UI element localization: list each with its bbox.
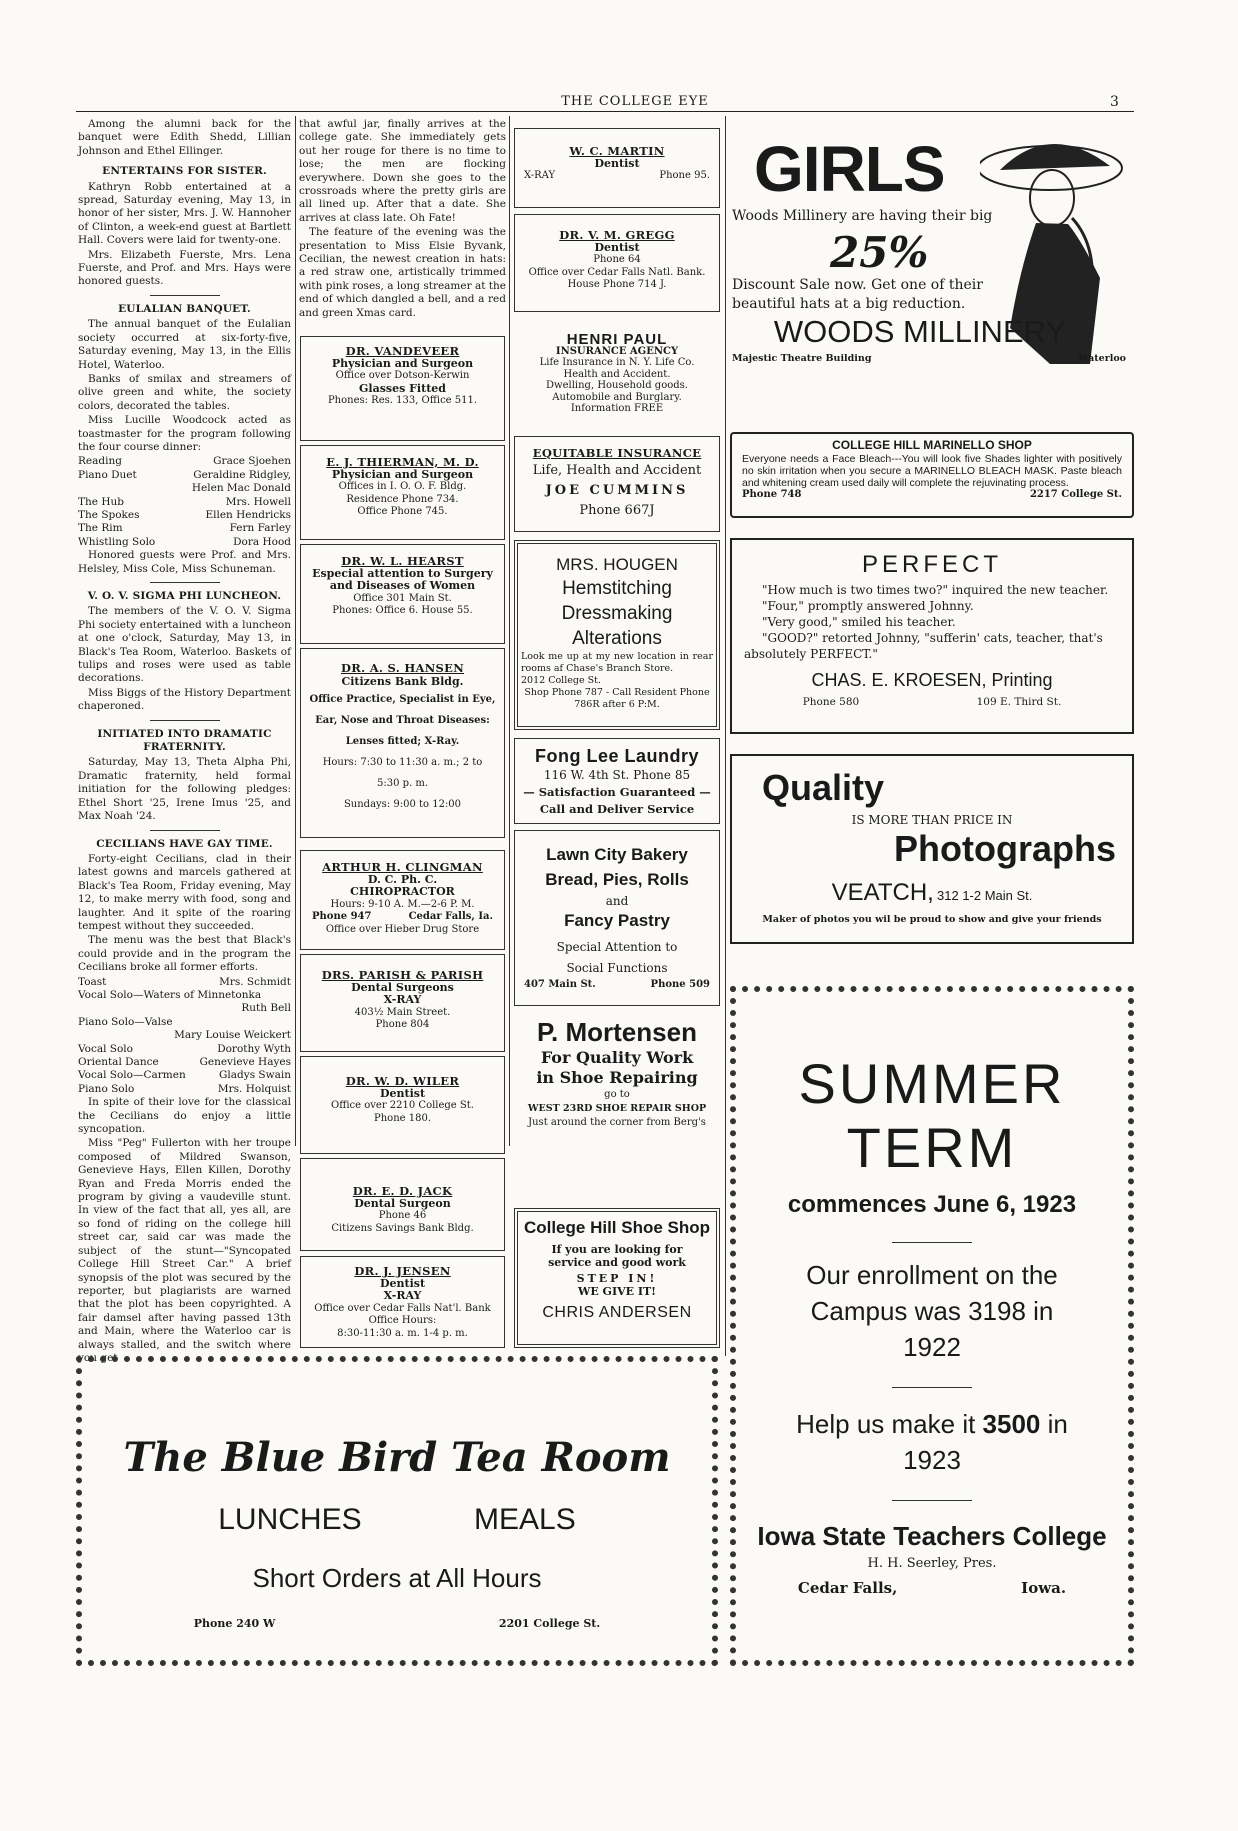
ad-henri-paul [514, 330, 720, 430]
headline-vov: V. O. V. SIGMA PHI LUNCHEON. [87, 590, 282, 602]
divider [150, 295, 220, 296]
perfect-title: PERFECT [861, 551, 1002, 578]
program-row: Mary Louise Weickert [174, 1029, 291, 1042]
ad-title: Dentist [594, 240, 640, 254]
ad-line: Hemstitching [562, 578, 672, 599]
ad-line: For Quality Work [540, 1048, 694, 1067]
ad-title: Dentist [379, 1276, 426, 1290]
ad-name: W. C. MARTIN [569, 144, 665, 158]
ad-line: Phones: Res. 133, Office 511. [327, 395, 478, 406]
eulalian-program [78, 455, 291, 549]
ad-name: DR. W. D. WILER [345, 1074, 460, 1088]
ad-line: Office 301 Main St. [353, 592, 452, 604]
marinello-footer: Phone 748 2217 College St. [742, 489, 1122, 500]
ad-line: X-RAY [383, 1289, 422, 1302]
column-divider [725, 116, 726, 1356]
ad-line: JOE CUMMINS [545, 483, 689, 498]
ad-line: Information FREE [570, 403, 664, 414]
program-row: Vocal Solo—Waters of Minnetonka [78, 988, 262, 1001]
ad-line: service and good work [548, 1255, 686, 1269]
ad-line: Offices in I. O. O. F. Bldg. [338, 481, 467, 492]
kroesen-footer: Phone 580 109 E. Third St. [802, 696, 1062, 708]
paragraph: The annual banquet of the Eulalian society occurred at six-forty-five, Saturday evening, May 13, in the Ellis Hotel, Waterloo. [78, 318, 291, 371]
paragraph: Kathryn Robb entertained at a spread, Saturday evening, May 13, in honor of her sister, Mrs. J. W. Hannoher of Clinton, a week-end guest at Bartlett Hall. Covers were laid for twenty-one. [78, 180, 291, 247]
ad-line: If you are looking for [551, 1243, 683, 1256]
ad-title: Dentist [594, 156, 640, 170]
masthead-title: THE COLLEGE EYE [561, 94, 709, 109]
ad-line: Automobile and Burglary. [552, 391, 682, 403]
ad-parish [300, 954, 505, 1052]
paragraph: Saturday, May 13, Theta Alpha Phi, Dramatic fraternity, held formal initiation for the following pledges: Ethel Short '25, Irene Imus '25, and Max Noah '24. [78, 756, 291, 823]
ad-name: DR. J. JENSEN [354, 1264, 451, 1278]
ad-title: INSURANCE AGENCY [555, 345, 679, 357]
college-name: Iowa State Teachers College [757, 1521, 1107, 1551]
divider [150, 720, 220, 721]
program-row: The Rim Fern Farley [78, 522, 291, 535]
ad-title: Dental Surgeons [351, 980, 454, 994]
ad-line: Look me up at my new location in rear rooms af Chase's Branch Store. [521, 651, 713, 674]
program-row: Vocal Solo Dorothy Wyth [78, 1042, 291, 1055]
ad-line: Phone 947 Cedar Falls, Ia. [312, 911, 493, 922]
woods-millinery-name: WOODS MILLINERY [773, 314, 1067, 349]
ad-line: Phone 64 [593, 254, 641, 265]
ad-equitable [514, 436, 720, 532]
ad-line: X-RAY Phone 95. [524, 170, 710, 181]
ad-line: Special Attention to [556, 940, 678, 954]
ad-line: CHRIS ANDERSEN [542, 1304, 692, 1321]
ad-name: Lawn City Bakery [546, 845, 688, 864]
paragraph: Mrs. Elizabeth Fuerste, Mrs. Lena Fuerste, and Prof. and Mrs. Hays were honored guests. [78, 248, 291, 288]
ad-name: DR. W. L. HEARST [341, 554, 464, 568]
ad-summer-term [730, 986, 1134, 1666]
perfect-line: "Very good," smiled his teacher. [762, 615, 956, 629]
paragraph: The members of the V. O. V. Sigma Phi society entertained with a luncheon at one o'clock, Saturday, May 13, in Black's Tea Room, Waterloo. Baskets of tulips and roses were used as table decorations. [78, 605, 291, 685]
ad-line: Dressmaking [561, 603, 673, 624]
ad-line: Shop Phone 787 - Call Resident Phone 786R after 6 P:M. [524, 687, 710, 710]
ad-gregg [514, 214, 720, 312]
ad-line: Phone 804 [375, 1019, 430, 1030]
girls-line: Woods Millinery are having their big [732, 208, 993, 224]
bluebird-title: The Blue Bird Tea Room [123, 1434, 671, 1481]
program-row: Whistling Solo Dora Hood [78, 535, 291, 548]
ad-name: P. Mortensen [537, 1017, 697, 1047]
paragraph: Honored guests were Prof. and Mrs. Helsley, Miss Cole, Miss Schuneman. [78, 549, 291, 575]
ad-name: DR. V. M. GREGG [559, 228, 675, 242]
ad-lawn-city [514, 830, 720, 1006]
summer-commences: commences June 6, 1923 [787, 1191, 1077, 1218]
divider [892, 1500, 972, 1501]
program-row: Vocal Solo—Carmen Gladys Swain [78, 1069, 291, 1082]
ad-jensen [300, 1256, 505, 1348]
ad-line: Office Phone 745. [357, 506, 448, 517]
ad-line: House Phone 714 J. [567, 279, 667, 290]
ad-line: Bread, Pies, Rolls [545, 870, 689, 889]
ad-marinello [730, 432, 1134, 518]
headline-cecilians: CECILIANS HAVE GAY TIME. [96, 837, 273, 850]
summer-word: SUMMER [798, 1052, 1066, 1115]
ad-line: STEP IN! [576, 1272, 658, 1285]
ad-line: and [605, 894, 629, 908]
paragraph: In spite of their love for the classical the Cecilians do enjoy a little syncopation. [78, 1096, 291, 1136]
ad-line: Health and Accident. [563, 368, 671, 380]
ad-line: WE GIVE IT! [577, 1284, 656, 1298]
ad-title: Physician and Surgeon [331, 356, 474, 370]
ad-line: Fancy Pastry [564, 911, 670, 930]
ad-name: MRS. HOUGEN [556, 555, 678, 574]
headline-eulalian: EULALIAN BANQUET. [118, 302, 251, 315]
photographs-word: Photographs [894, 828, 1116, 869]
ad-line: — Satisfaction Guaranteed — [523, 785, 711, 799]
ad-name: ARTHUR H. CLINGMAN [322, 860, 483, 874]
header-rule [76, 111, 1134, 112]
perfect-line: "Four," promptly answered Johnny. [762, 599, 974, 613]
ad-thierman [300, 445, 505, 540]
ad-title: Dentist [379, 1086, 426, 1100]
veatch-footer: Maker of photos you wil be proud to show and give your friends [762, 914, 1102, 925]
ad-line: Phone 46 [378, 1210, 427, 1221]
paragraph: Miss Lucille Woodcock acted as toastmaster for the program following the four course dinner: [78, 414, 291, 453]
ad-hansen [300, 648, 505, 838]
ad-line: 8:30-11:30 a. m. 1-4 p. m. [337, 1327, 468, 1339]
paragraph: The feature of the evening was the presentation to Miss Elsie Byvank, Cecilian, the newest creation in hats: a red straw one, artistically trimmed with pink roses, a long streamer at the end of which dangled a bell, and a red and green Xmas card. [299, 226, 506, 319]
ad-name: College Hill Shoe Shop [523, 1218, 711, 1237]
girls-footer-right: Waterloo [1078, 353, 1126, 364]
girls-line: beautiful hats at a big reduction. [732, 296, 966, 312]
paragraph: The menu was the best that Black's could provide and in the program the Cecilians broke all former efforts. [78, 934, 291, 974]
ad-title: Citizens Bank Bldg. [341, 675, 464, 688]
quality-word: Quality [762, 767, 885, 808]
summer-line: Campus was 3198 in [810, 1296, 1054, 1326]
paragraph: Forty-eight Cecilians, clad in their latest gowns and marcels gathered at Black's Tea Room, Friday evening, May 12, to make merry with food, song and laughter. And it spite of the roaring tempest without they succeeded. [78, 852, 291, 932]
ad-line: Life, Health and Accident [532, 463, 702, 478]
ad-name: HENRI PAUL [566, 331, 668, 348]
divider [150, 830, 220, 831]
ad-wiler [300, 1056, 505, 1154]
bluebird-menu: LUNCHES MEALS [218, 1503, 576, 1536]
ad-title: Dental Surgeon [354, 1196, 451, 1210]
paragraph: Miss "Peg" Fullerton with her troupe composed of Mildred Swanson, Genevieve Hays, Ellen Killen, Dorothy Ryan and Freda Morris ended the program by giving a vaudeville stunt. In view of the fact that all, yes all, are so fond of riding on the college hill street car, said car was made the subject of the stunt—"Syncopated College Hill Street Car." A brief synopsis of the plot was secured by the reporter, but plagiarists are warned that the plot has been copyrighted. A fair damsel after having passed 13th and Main, where the Waterloo car is always stalled, and the switch where you get [78, 1137, 291, 1364]
summer-line: 1923 [903, 1445, 961, 1475]
summer-line: Our enrollment on the [806, 1260, 1058, 1290]
paragraph: Miss Biggs of the History Department chaperoned. [78, 686, 291, 713]
ad-line: Phone 667J [579, 503, 655, 518]
ad-line: Alterations [572, 628, 662, 649]
ad-line: Sundays: 9:00 to 12:00 [343, 799, 462, 810]
marinello-title: COLLEGE HILL MARINELLO SHOP [832, 438, 1032, 452]
divider [892, 1387, 972, 1388]
ad-line: Citizens Savings Bank Bldg. [331, 1222, 474, 1234]
ad-line: Life Insurance in N. Y. Life Co. [539, 357, 695, 368]
girls-line: Discount Sale now. Get one of their [732, 277, 983, 293]
ad-name: E. J. THIERMAN, M. D. [326, 455, 479, 469]
veatch-line: IS MORE THAN PRICE IN [851, 813, 1013, 827]
ad-line: 403½ Main Street. [354, 1006, 451, 1018]
ad-line: Glasses Fitted [359, 381, 446, 395]
ad-title: D. C. Ph. C. [367, 872, 438, 886]
column-2 [299, 118, 506, 321]
ad-veatch [730, 754, 1134, 944]
alumni-paragraph: Among the alumni back for the banquet were Edith Shedd, Lillian Johnson and Ethel Ellinger. [78, 118, 291, 157]
ad-line: Residence Phone 734. [346, 493, 459, 505]
ad-line: Just around the corner from Berg's [528, 1117, 706, 1128]
veatch-name-line [732, 878, 1132, 913]
ad-mortensen [514, 1010, 720, 1128]
program-row: Reading Grace Sjoehen [78, 455, 291, 468]
girls-headline: GIRLS [754, 133, 945, 205]
ad-perfect [730, 538, 1134, 734]
ad-line: X-RAY [383, 993, 422, 1006]
divider [892, 1242, 972, 1243]
ad-jack [300, 1158, 505, 1251]
ad-line: Phones: Office 6. House 55. [332, 605, 473, 616]
ad-line: Call and Deliver Service [539, 802, 695, 816]
program-row: Piano Solo Mrs. Holquist [78, 1082, 291, 1095]
column-divider [509, 116, 510, 1146]
ad-line: Office over Cedar Falls Nat'l. Bank [314, 1302, 491, 1314]
program-row: The Hub Mrs. Howell [78, 495, 291, 508]
ad-line: Lenses fitted; X-Ray. [345, 736, 460, 747]
ad-title: Physician and Surgeon [331, 467, 474, 481]
ad-line: Phone 180. [374, 1112, 431, 1124]
ad-line: 407 Main St. Phone 509 [524, 979, 710, 990]
ad-line: in Shoe Repairing [536, 1068, 698, 1087]
column-divider [295, 116, 296, 1146]
ad-line: CHIROPRACTOR [350, 885, 455, 898]
ad-hougen [514, 540, 720, 730]
ad-clingman [300, 850, 505, 950]
ad-name: DR. VANDEVEER [345, 344, 460, 358]
page-number: 3 [1110, 94, 1120, 110]
ad-line: Office Hours: [368, 1315, 437, 1326]
headline-entertains: ENTERTAINS FOR SISTER. [102, 165, 267, 178]
ad-woods-millinery [730, 116, 1134, 400]
summer-line: Help us make it 3500 in [796, 1409, 1068, 1439]
ad-line: Office over Dotson-Kerwin [335, 370, 470, 381]
ad-hearst [300, 544, 505, 644]
ad-name: DRS. PARISH & PARISH [321, 968, 484, 982]
ad-fong-lee [514, 738, 720, 824]
ad-title: Especial attention to Surgery and Diseases of Women [312, 566, 493, 592]
ad-line: Social Functions [566, 961, 668, 975]
program-row: Piano Duet Geraldine Ridgley, [78, 468, 291, 481]
program-row: Oriental Dance Genevieve Hayes [78, 1056, 291, 1068]
ad-line: WEST 23RD SHOE REPAIR SHOP [527, 1103, 707, 1114]
divider [150, 582, 220, 583]
discount-percent: 25% [830, 228, 929, 277]
ad-martin [514, 128, 720, 208]
bluebird-line: Short Orders at All Hours [252, 1563, 542, 1593]
program-row: The Spokes Ellen Hendricks [78, 508, 291, 521]
cecilian-program [78, 976, 291, 1097]
girls-footer-left: Majestic Theatre Building [732, 353, 872, 364]
ad-name: Fong Lee Laundry [534, 746, 699, 766]
ad-college-hill-shoe [514, 1208, 720, 1348]
summer-line: 1922 [903, 1332, 961, 1362]
program-row: Piano Solo—Valse [78, 1015, 173, 1028]
ad-line: 2012 College St. [521, 675, 601, 686]
summer-line: Cedar Falls, Iowa. [797, 1579, 1067, 1597]
ad-line: Hours: 7:30 to 11:30 a. m.; 2 to [322, 757, 483, 768]
term-word: TERM [846, 1116, 1018, 1179]
perfect-line: "How much is two times two?" inquired the new teacher. [762, 583, 1109, 597]
veatch-address: 312 1-2 Main St. [937, 888, 1033, 903]
bluebird-footer: Phone 240 W 2201 College St. [193, 1617, 601, 1630]
summer-line: H. H. Seerley, Pres. [867, 1556, 997, 1571]
program-row: Toast Mrs. Schmidt [78, 975, 291, 988]
perfect-line: "GOOD?" retorted Johnny, "sufferin' cats, teacher, that's absolutely PERFECT." [744, 631, 1103, 661]
ad-vandeveer [300, 336, 505, 441]
ad-line: Office over Cedar Falls Natl. Bank. [528, 266, 706, 278]
ad-name: EQUITABLE INSURANCE [532, 446, 702, 460]
paragraph: that awful jar, finally arrives at the college gate. She immediately gets out her rouge for there is no time to lose; the men are flocking everywhere. Down she goes to the crossroads where the pretty girls are all lined up. After that a date. She arrives at class late. Oh Fate! [299, 118, 506, 224]
marinello-body: Everyone needs a Face Bleach---You will look five Shades lighter with positively no skin irritation when you secure a MARINELLO BLEACH MASK. Paste bleach and whitening cream used daily will complete the rejuvinating process. [742, 453, 1122, 489]
ad-name: DR. E. D. JACK [352, 1184, 453, 1198]
kroesen-name: CHAS. E. KROESEN, Printing [811, 670, 1053, 690]
ad-line: Ear, Nose and Throat Diseases: [315, 715, 490, 726]
program-row: Helen Mac Donald [191, 482, 291, 495]
ad-line: Office over 2210 College St. [331, 1100, 474, 1111]
ad-name: DR. A. S. HANSEN [340, 661, 465, 675]
ad-line: Hours: 9-10 A. M.—2-6 P. M. [330, 898, 475, 910]
program-row: Ruth Bell [241, 1002, 291, 1015]
ad-line: Office Practice, Specialist in Eye, [309, 694, 496, 705]
ad-line: go to [604, 1089, 630, 1100]
veatch-name: VEATCH, [831, 879, 934, 906]
ad-line: 5:30 p. m. [376, 778, 429, 789]
ad-blue-bird [76, 1356, 718, 1666]
ad-line: 116 W. 4th St. Phone 85 [543, 768, 691, 782]
ad-line: Dwelling, Household goods. [546, 380, 688, 391]
paragraph: Banks of smilax and streamers of olive green and white, the society colors, decorated the tables. [78, 372, 291, 412]
column-1 [78, 118, 291, 1366]
ad-line: Office over Hieber Drug Store [325, 923, 480, 935]
headline-dramatic: INITIATED INTO DRAMATIC FRATERNITY. [97, 727, 272, 754]
